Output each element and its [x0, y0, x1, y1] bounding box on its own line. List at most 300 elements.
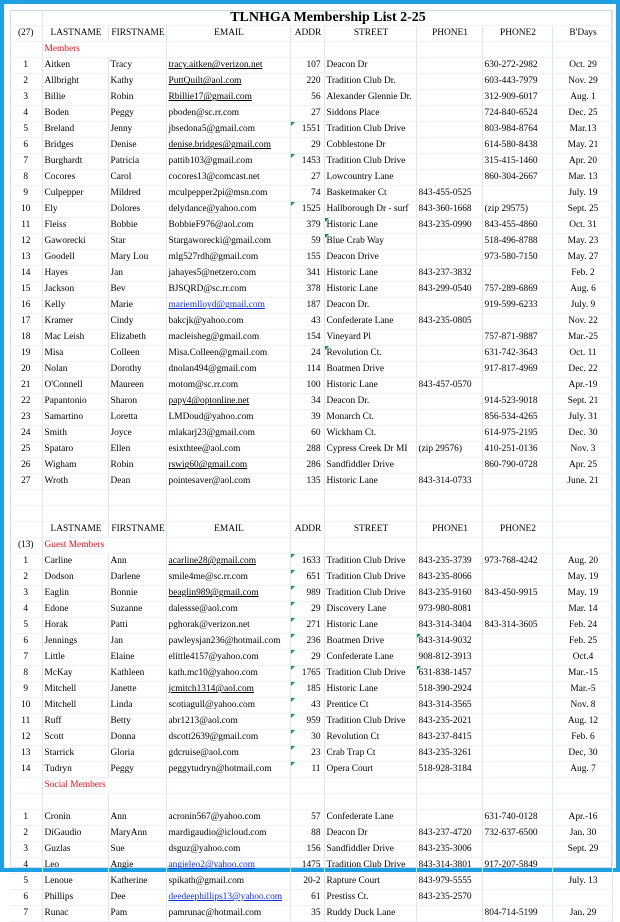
bday-cell: May. 19 — [552, 586, 612, 602]
bday-cell: Oct. 29 — [552, 58, 612, 74]
email-link[interactable]: BobbieF976@aol.com — [168, 220, 254, 231]
email-link[interactable]: esixthtee@aol.com — [168, 444, 241, 455]
email-link[interactable]: kath.mc10@yahoo.com — [168, 668, 258, 679]
email-cell — [166, 570, 290, 586]
lastname-cell: Nolan — [42, 362, 108, 378]
addr-cell: 379 — [290, 218, 324, 234]
email-cell — [166, 58, 290, 74]
row-number: 1 — [10, 58, 42, 74]
email-link[interactable]: dnolan494@gmail.com — [168, 364, 257, 375]
table-row — [10, 298, 612, 314]
empty-cell — [416, 794, 482, 810]
empty-cell — [552, 522, 612, 538]
addr-cell: 286 — [290, 458, 324, 474]
email-link[interactable]: tracy.aitken@verizon.net — [168, 60, 263, 71]
phone2-cell — [482, 314, 552, 330]
street-cell: Deacon Dr. — [324, 298, 416, 314]
bday-cell: Apr.-16 — [552, 810, 612, 826]
email-link[interactable]: papy4@optonline.net — [168, 396, 250, 407]
street-cell: Tradition Club Drive — [324, 858, 416, 874]
lastname-cell: Fleiss — [42, 218, 108, 234]
email-link[interactable]: deedeephillips13@yahoo.com — [168, 892, 283, 903]
lastname-cell: Scott — [42, 730, 108, 746]
empty-cell — [290, 506, 324, 522]
phone2-cell — [482, 186, 552, 202]
addr-cell: 29 — [290, 602, 324, 618]
firstname-cell: Colleen — [108, 346, 166, 362]
email-cell — [166, 202, 290, 218]
email-link[interactable]: BJSQRD@sc.rr.com — [168, 284, 247, 295]
email-cell — [166, 730, 290, 746]
lastname-cell: Tudryn — [42, 762, 108, 778]
empty-cell — [166, 506, 290, 522]
bday-cell: Mar.-15 — [552, 666, 612, 682]
empty-cell — [552, 490, 612, 506]
addr-cell: 288 — [290, 442, 324, 458]
lastname-cell: Allbright — [42, 74, 108, 90]
phone2-cell: 843-314-3605 — [482, 618, 552, 634]
email-link[interactable]: jahayes5@netzero.com — [168, 268, 257, 279]
phone2-cell: 630-272-2982 — [482, 58, 552, 74]
firstname-cell: Marie — [108, 298, 166, 314]
section-label-members: Members — [42, 42, 166, 58]
phone2-cell: 614-580-8438 — [482, 138, 552, 154]
bday-cell: July. 13 — [552, 874, 612, 890]
addr-cell: 114 — [290, 362, 324, 378]
addr-cell: 88 — [290, 826, 324, 842]
row-number: 11 — [10, 218, 42, 234]
lastname-cell: Burghardt — [42, 154, 108, 170]
phone1-cell: 908-812-3913 — [416, 650, 482, 666]
email-link[interactable]: scotiagull@yahoo.com — [168, 700, 255, 711]
bday-cell: Nov. 22 — [552, 314, 612, 330]
table-row — [10, 378, 612, 394]
addr-cell: 156 — [290, 842, 324, 858]
email-cell — [166, 410, 290, 426]
email-link[interactable]: Misa.Colleen@gmail.com — [168, 348, 268, 359]
table-row — [10, 874, 612, 890]
street-cell: Tradition Club Drive — [324, 666, 416, 682]
email-link[interactable]: bakcjk@yahoo.com — [168, 316, 244, 327]
bday-cell: Sept. 29 — [552, 842, 612, 858]
phone1-cell: 843-235-2570 — [416, 890, 482, 906]
empty-cell — [42, 506, 108, 522]
email-cell — [166, 458, 290, 474]
firstname-cell: Robin — [108, 90, 166, 106]
street-cell: Tradition Club Drive — [324, 122, 416, 138]
lastname-cell: Jackson — [42, 282, 108, 298]
email-link[interactable]: pawleysjan236@hotmail.com — [168, 636, 281, 647]
row-number: 18 — [10, 330, 42, 346]
bday-cell: Dec. 22 — [552, 362, 612, 378]
email-link[interactable]: LMDoud@yahoo.com — [168, 412, 254, 423]
lastname-cell: Runac — [42, 906, 108, 922]
firstname-cell: Elizabeth — [108, 330, 166, 346]
firstname-cell: Jan — [108, 266, 166, 282]
addr-cell: 39 — [290, 410, 324, 426]
spacer-row — [10, 794, 612, 810]
email-link[interactable]: pboden@sc.rr.com — [168, 108, 240, 119]
empty-cell — [10, 10, 42, 26]
empty-cell — [482, 506, 552, 522]
table-row — [10, 330, 612, 346]
phone1-cell: (zip 29576) — [416, 442, 482, 458]
bday-cell: Mar.-5 — [552, 682, 612, 698]
row-number: 4 — [10, 106, 42, 122]
row-number: 1 — [10, 810, 42, 826]
email-link[interactable]: mlg527rdh@gmail.com — [168, 252, 259, 263]
email-link[interactable]: pamrunac@hotmail.com — [168, 908, 262, 919]
lastname-cell: Horak — [42, 618, 108, 634]
street-cell: Confederate Lane — [324, 810, 416, 826]
phone1-cell — [416, 154, 482, 170]
firstname-cell: Star — [108, 234, 166, 250]
phone2-cell — [482, 378, 552, 394]
email-link[interactable]: smile4me@sc.rr.com — [168, 572, 248, 583]
bday-cell: Feb. 25 — [552, 634, 612, 650]
email-link[interactable]: beaglin989@gmail.com — [168, 588, 259, 599]
email-cell — [166, 810, 290, 826]
empty-cell — [324, 778, 416, 794]
firstname-cell: Maureen — [108, 378, 166, 394]
lastname-cell: Mitchell — [42, 682, 108, 698]
bday-cell: Aug. 1 — [552, 90, 612, 106]
phone1-cell: 518-928-3184 — [416, 762, 482, 778]
table-row — [10, 618, 612, 634]
row-number: 2 — [10, 826, 42, 842]
street-cell: Historic Lane — [324, 618, 416, 634]
empty-cell — [482, 778, 552, 794]
table-row — [10, 762, 612, 778]
addr-cell: 29 — [290, 650, 324, 666]
lastname-cell: Lenoue — [42, 874, 108, 890]
bday-cell: Apr. 25 — [552, 458, 612, 474]
bday-cell: Oct.4 — [552, 650, 612, 666]
email-link[interactable]: Rbillie17@gmail.com — [168, 92, 252, 103]
street-cell: Rapture Court — [324, 874, 416, 890]
email-link[interactable]: acarline28@gmail.com — [168, 556, 257, 567]
phone2-cell: 757-289-6869 — [482, 282, 552, 298]
lastname-cell: Carline — [42, 554, 108, 570]
spacer-row — [10, 506, 612, 522]
email-cell — [166, 170, 290, 186]
table-row — [10, 138, 612, 154]
email-link[interactable]: gdcruise@aol.com — [168, 748, 239, 759]
addr-cell: 60 — [290, 426, 324, 442]
lastname-cell: Ely — [42, 202, 108, 218]
street-cell: Historic Lane — [324, 682, 416, 698]
street-cell: Blue Crab Way — [324, 234, 416, 250]
row-number: 5 — [10, 874, 42, 890]
lastname-cell: Bridges — [42, 138, 108, 154]
empty-cell — [42, 490, 108, 506]
table-row — [10, 346, 612, 362]
bday-cell: Mar.-25 — [552, 330, 612, 346]
phone1-cell — [416, 330, 482, 346]
firstname-cell: Gloria — [108, 746, 166, 762]
email-cell — [166, 266, 290, 282]
empty-cell — [166, 42, 290, 58]
bday-cell: Mar. 13 — [552, 170, 612, 186]
title-row — [10, 10, 612, 26]
bday-cell: May. 23 — [552, 234, 612, 250]
row-number: 24 — [10, 426, 42, 442]
phone1-cell: 631-838-1457 — [416, 666, 482, 682]
bday-cell: Nov. 3 — [552, 442, 612, 458]
email-link[interactable]: rswig60@gmail.com — [168, 460, 248, 471]
street-cell: Hallborough Dr - surf — [324, 202, 416, 218]
empty-cell — [10, 490, 42, 506]
email-link[interactable]: spikath@gmail.com — [168, 876, 245, 887]
firstname-cell: Ann — [108, 810, 166, 826]
table-row — [10, 682, 612, 698]
table-row — [10, 106, 612, 122]
phone1-cell: 518-390-2924 — [416, 682, 482, 698]
phone1-cell — [416, 106, 482, 122]
phone1-cell: 843-457-0570 — [416, 378, 482, 394]
table-row — [10, 666, 612, 682]
street-cell: Confederate Lane — [324, 314, 416, 330]
email-cell — [166, 874, 290, 890]
bday-cell: Oct. 31 — [552, 218, 612, 234]
firstname-cell: Peggy — [108, 762, 166, 778]
row-number: 14 — [10, 762, 42, 778]
phone2-cell: 803-984-8764 — [482, 122, 552, 138]
email-cell — [166, 666, 290, 682]
lastname-cell: Little — [42, 650, 108, 666]
phone1-cell — [416, 58, 482, 74]
phone1-cell — [416, 394, 482, 410]
column-header-addr: ADDR — [290, 26, 324, 42]
table-row — [10, 906, 612, 922]
firstname-cell: Dee — [108, 890, 166, 906]
row-number: 22 — [10, 394, 42, 410]
street-cell: Boatmen Drive — [324, 634, 416, 650]
phone2-cell: 315-415-1460 — [482, 154, 552, 170]
addr-cell: 30 — [290, 730, 324, 746]
bday-cell: May. 19 — [552, 570, 612, 586]
phone2-cell: 518-496-8788 — [482, 234, 552, 250]
email-link[interactable]: mariemlloyd@gmail.com — [168, 300, 265, 311]
phone1-cell — [416, 170, 482, 186]
email-link[interactable]: dscott2639@gmail.com — [168, 732, 259, 743]
email-link[interactable]: pattib103@gmail.com — [168, 156, 253, 167]
row-number: 12 — [10, 234, 42, 250]
phone1-cell — [416, 250, 482, 266]
email-link[interactable]: peggytudryn@hotmail.com — [168, 764, 272, 775]
lastname-cell: Samartino — [42, 410, 108, 426]
email-cell — [166, 650, 290, 666]
phone2-cell — [482, 650, 552, 666]
addr-cell: 100 — [290, 378, 324, 394]
phone2-cell — [482, 730, 552, 746]
email-link[interactable]: mculpepper2pi@msn.com — [168, 188, 268, 199]
row-number: 20 — [10, 362, 42, 378]
street-cell: Revolution Ct. — [324, 346, 416, 362]
firstname-cell: Katherine — [108, 874, 166, 890]
firstname-cell: Elaine — [108, 650, 166, 666]
row-number: 2 — [10, 570, 42, 586]
table-row — [10, 218, 612, 234]
firstname-cell: Dolores — [108, 202, 166, 218]
empty-cell — [290, 794, 324, 810]
phone2-cell — [482, 890, 552, 906]
email-cell — [166, 602, 290, 618]
firstname-cell: Pam — [108, 906, 166, 922]
email-cell — [166, 890, 290, 906]
street-cell: Cobblestone Dr — [324, 138, 416, 154]
firstname-cell: Ellen — [108, 442, 166, 458]
phone1-cell — [416, 458, 482, 474]
spacer-row — [10, 490, 612, 506]
email-cell — [166, 394, 290, 410]
column-header-street: STREET — [324, 26, 416, 42]
row-number: 15 — [10, 282, 42, 298]
empty-cell — [416, 778, 482, 794]
email-link[interactable]: dsguz@yahoo.com — [168, 844, 241, 855]
phone1-cell — [416, 122, 482, 138]
table-row — [10, 586, 612, 602]
email-cell — [166, 186, 290, 202]
empty-cell — [552, 42, 612, 58]
empty-cell — [324, 538, 416, 554]
firstname-cell: Patti — [108, 618, 166, 634]
email-cell — [166, 474, 290, 490]
bday-cell: Jan. 29 — [552, 906, 612, 922]
email-link[interactable]: mardigaudio@icloud.com — [168, 828, 267, 839]
column-header-repeat: PHONE2 — [482, 522, 552, 538]
firstname-cell: Peggy — [108, 106, 166, 122]
email-link[interactable]: denise.bridges@gmail.com — [168, 140, 271, 151]
firstname-cell: Angie — [108, 858, 166, 874]
empty-cell — [416, 42, 482, 58]
row-number: 10 — [10, 698, 42, 714]
street-cell: Sandfiddler Drive — [324, 458, 416, 474]
email-cell — [166, 762, 290, 778]
email-link[interactable]: pointesaver@aol.com — [168, 476, 251, 487]
table-row — [10, 58, 612, 74]
phone2-cell: 757-871-9887 — [482, 330, 552, 346]
email-cell — [166, 218, 290, 234]
email-cell — [166, 90, 290, 106]
bday-cell: May. 21 — [552, 138, 612, 154]
addr-cell: 1765 — [290, 666, 324, 682]
bday-cell: Jan. 30 — [552, 826, 612, 842]
phone1-cell: 843-360-1668 — [416, 202, 482, 218]
email-link[interactable]: mlakarj23@gmail.com — [168, 428, 255, 439]
empty-cell — [42, 794, 108, 810]
email-link[interactable]: cocores13@comcast.net — [168, 172, 260, 183]
table-row — [10, 650, 612, 666]
empty-cell — [10, 506, 42, 522]
phone2-cell: 631-740-0128 — [482, 810, 552, 826]
lastname-cell: Aitken — [42, 58, 108, 74]
bday-cell: Sept. 21 — [552, 394, 612, 410]
bday-cell — [552, 890, 612, 906]
addr-cell: 651 — [290, 570, 324, 586]
email-cell — [166, 842, 290, 858]
email-link[interactable]: PuttQuilt@aol.com — [168, 76, 242, 87]
email-link[interactable]: elittle4157@yahoo.com — [168, 652, 259, 663]
header-row — [10, 26, 612, 42]
table-row — [10, 458, 612, 474]
lastname-cell: Billie — [42, 90, 108, 106]
email-link[interactable]: delydance@yahoo.com — [168, 204, 257, 215]
section-count — [10, 778, 42, 794]
row-number: 4 — [10, 602, 42, 618]
bday-cell: June. 21 — [552, 474, 612, 490]
street-cell: Wickham Ct. — [324, 426, 416, 442]
table-row — [10, 554, 612, 570]
lastname-cell: Cocores — [42, 170, 108, 186]
addr-cell: 154 — [290, 330, 324, 346]
table-row — [10, 90, 612, 106]
street-cell: Crab Trap Ct — [324, 746, 416, 762]
email-link[interactable]: macleisheg@gmail.com — [168, 332, 260, 343]
bday-cell: Mar.13 — [552, 122, 612, 138]
email-cell — [166, 154, 290, 170]
empty-cell — [482, 538, 552, 554]
column-header-email: EMAIL — [166, 26, 290, 42]
row-number: 8 — [10, 666, 42, 682]
email-link[interactable]: dalessse@aol.com — [168, 604, 238, 615]
email-link[interactable]: angieleo2@yahoo.com — [168, 860, 255, 871]
firstname-cell: Mildred — [108, 186, 166, 202]
bday-cell: Nov. 29 — [552, 74, 612, 90]
firstname-cell: Janette — [108, 682, 166, 698]
row-number: 10 — [10, 202, 42, 218]
email-link[interactable]: pghorak@verizon.net — [168, 620, 250, 631]
lastname-cell: Jennings — [42, 634, 108, 650]
empty-cell — [290, 538, 324, 554]
email-cell — [166, 106, 290, 122]
lastname-cell: Misa — [42, 346, 108, 362]
email-cell — [166, 618, 290, 634]
empty-cell — [290, 42, 324, 58]
table-row — [10, 202, 612, 218]
firstname-cell: Ann — [108, 554, 166, 570]
addr-cell: 220 — [290, 74, 324, 90]
table-row — [10, 602, 612, 618]
email-link[interactable]: acronin567@yahoo.com — [168, 812, 261, 823]
email-link[interactable]: Stargaworecki@gmail.com — [168, 236, 271, 247]
firstname-cell: Kathy — [108, 74, 166, 90]
email-link[interactable]: jbsedona5@gmail.com — [168, 124, 255, 135]
email-cell — [166, 554, 290, 570]
firstname-cell: Mary Lou — [108, 250, 166, 266]
phone1-cell: 843-299-0540 — [416, 282, 482, 298]
addr-cell: 74 — [290, 186, 324, 202]
street-cell: Historic Lane — [324, 282, 416, 298]
email-cell — [166, 138, 290, 154]
email-link[interactable]: jcmitch1314@aol.com — [168, 684, 254, 695]
addr-cell: 27 — [290, 170, 324, 186]
row-number: 5 — [10, 618, 42, 634]
row-number: 3 — [10, 586, 42, 602]
table-row — [10, 842, 612, 858]
street-cell: Deacon Dr. — [324, 394, 416, 410]
bday-cell: Sept. 25 — [552, 202, 612, 218]
email-link[interactable]: abr1213@aol.com — [168, 716, 238, 727]
row-number: 27 — [10, 474, 42, 490]
bday-cell: Mar. 14 — [552, 602, 612, 618]
email-cell — [166, 234, 290, 250]
street-cell: Lowcountry Lane — [324, 170, 416, 186]
lastname-cell: DiGaudio — [42, 826, 108, 842]
email-link[interactable]: motom@sc.rr.com — [168, 380, 239, 391]
email-cell — [166, 282, 290, 298]
street-cell: Ruddy Duck Lane — [324, 906, 416, 922]
